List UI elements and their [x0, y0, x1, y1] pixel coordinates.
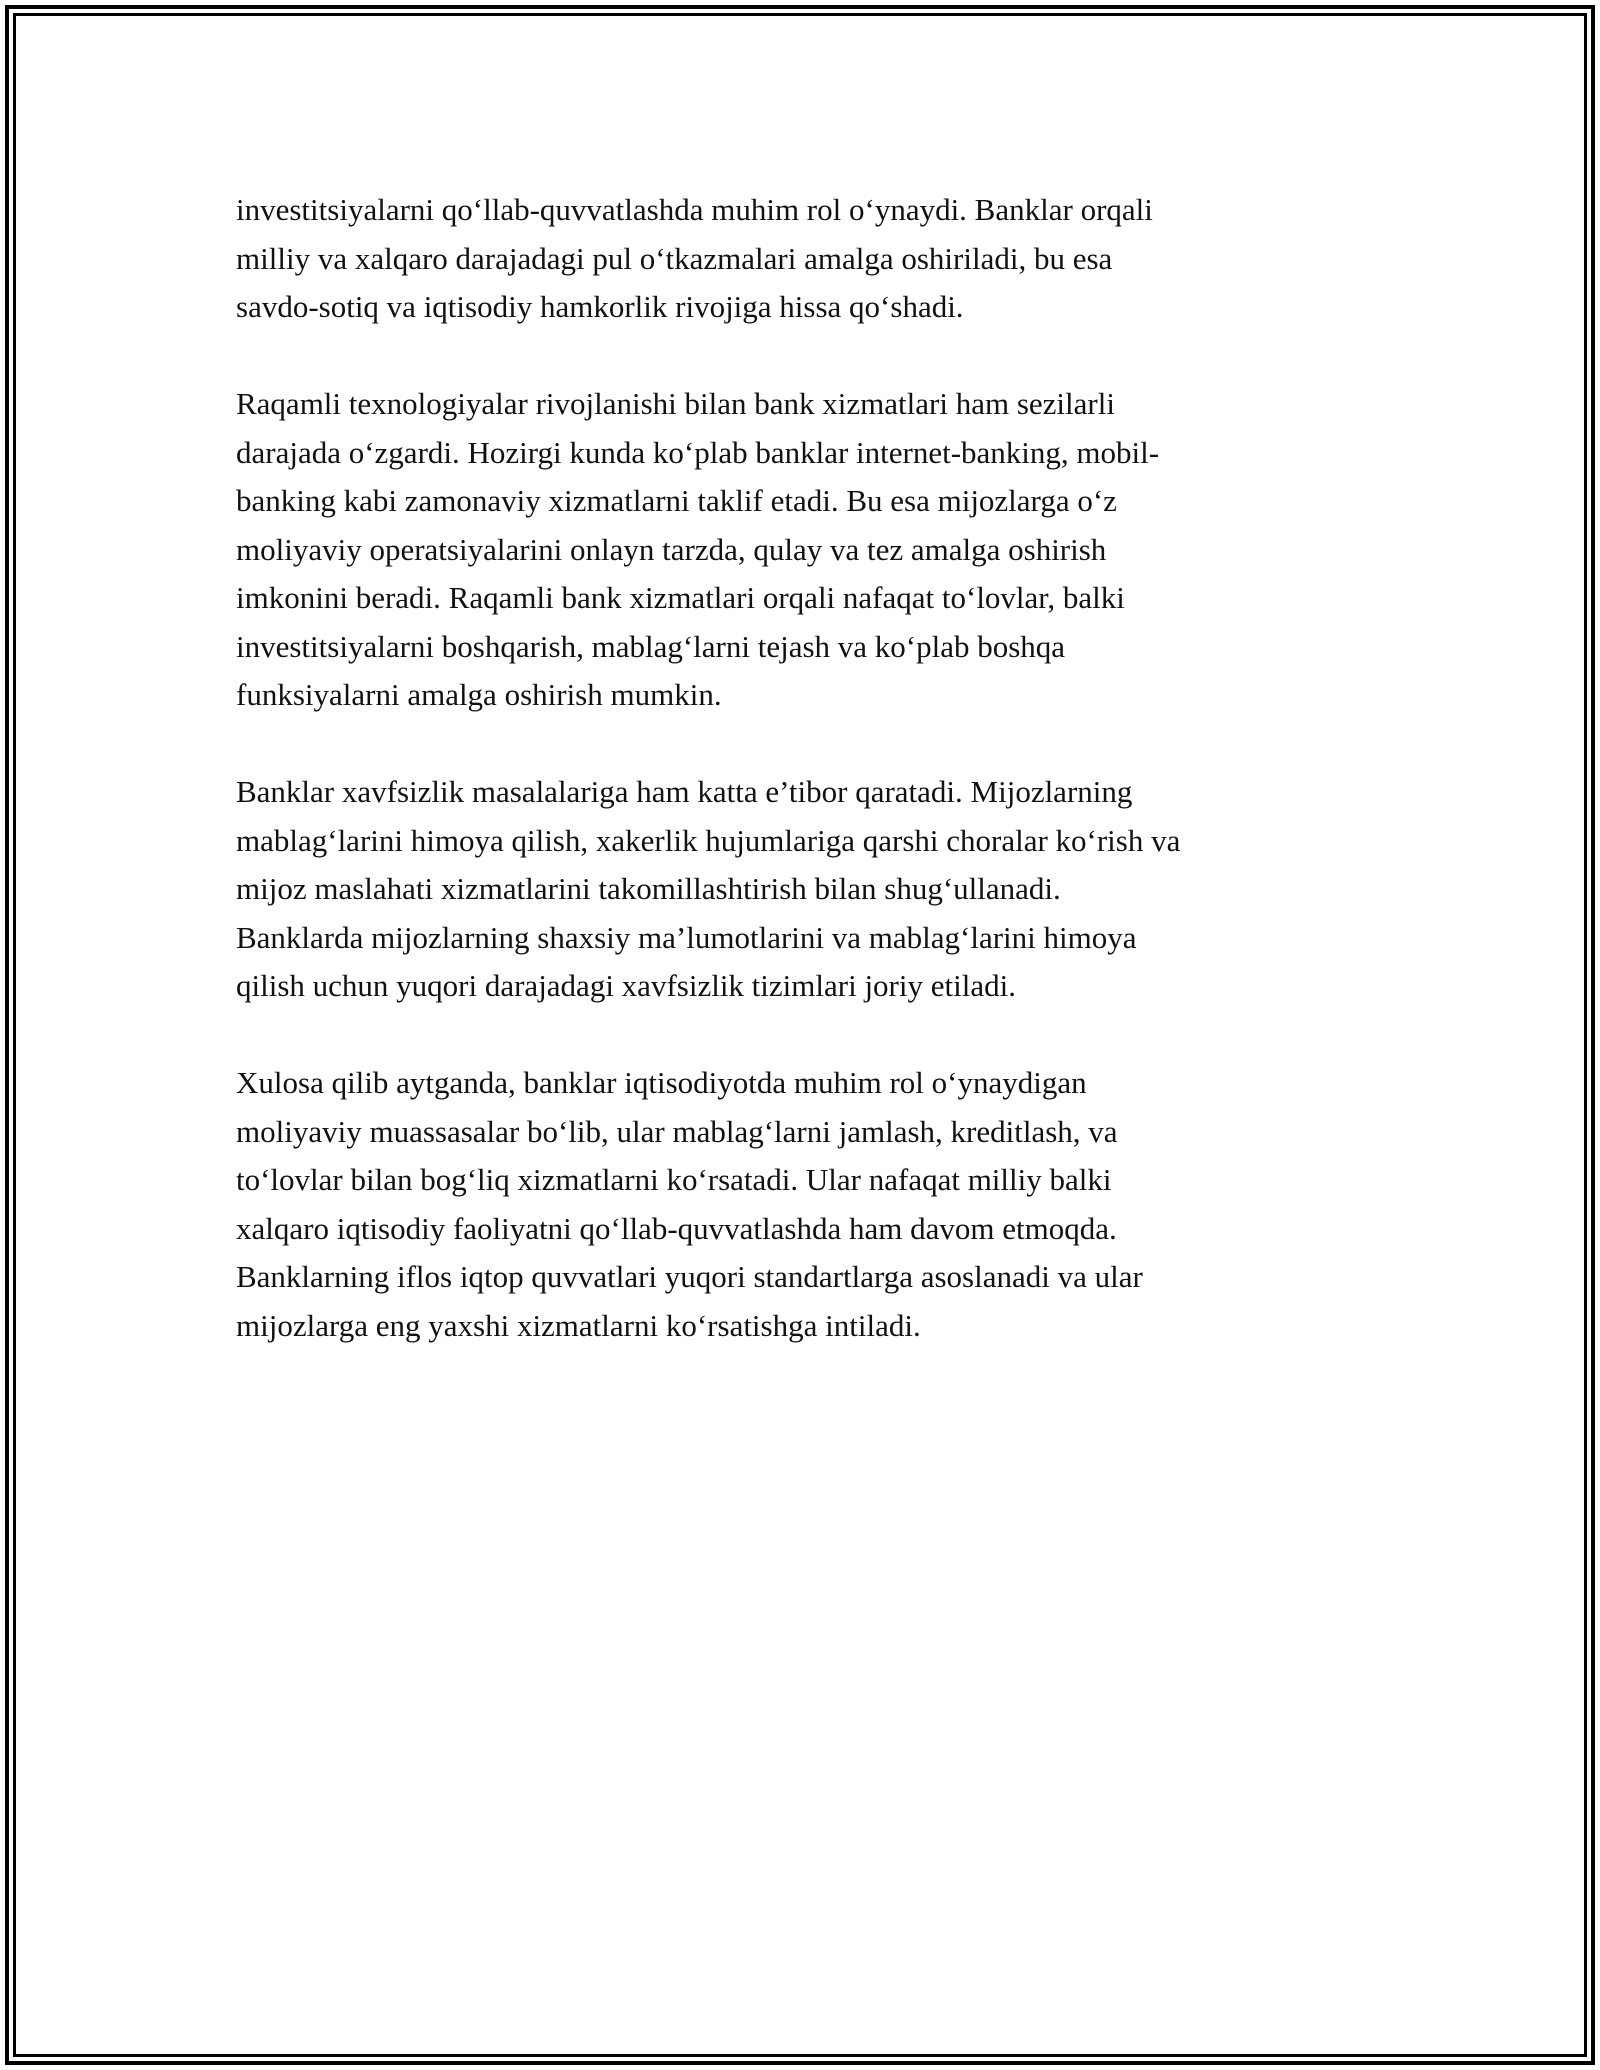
paragraph-4 [236, 1059, 1366, 1350]
text-line: Banklarning iflos iqtop quvvatlari yuqori standartlarga asoslanadi va ular [236, 1259, 1143, 1294]
text-line: mablag‘larini himoya qilish, xakerlik hujumlariga qarshi choralar ko‘rish va [236, 822, 1181, 858]
text-line: xalqaro iqtisodiy faoliyatni qo‘llab-quvvatlashda ham davom etmoqda. [236, 1210, 1117, 1246]
text-line: imkonini beradi. Raqamli bank xizmatlari orqali nafaqat to‘lovlar, balki [236, 580, 1125, 615]
text-line: investitsiyalarni boshqarish, mablag‘larni tejash va ko‘plab boshqa [236, 628, 1066, 664]
text-line: Xulosa qilib aytganda, banklar iqtisodiyotda muhim rol o‘ynaydigan [236, 1065, 1087, 1100]
text-line: banking kabi zamonaviy xizmatlarni taklif etadi. Bu esa mijozlarga o‘z [236, 483, 1117, 518]
text-line: investitsiyalarni qo‘llab-quvvatlashda muhim rol o‘ynaydi. Banklar orqali [236, 192, 1153, 227]
document-body [236, 186, 1366, 1399]
paragraph-2 [236, 380, 1366, 720]
paragraph-3 [236, 768, 1366, 1011]
text-line: moliyaviy operatsiyalarini onlayn tarzda, qulay va tez amalga oshirish [236, 531, 1107, 567]
text-line: qilish uchun yuqori darajadagi xavfsizlik tizimlari joriy etiladi. [236, 968, 1016, 1003]
text-line: Banklar xavfsizlik masalalariga ham katta e’tibor qaratadi. Mijozlarning [236, 774, 1133, 809]
text-line: darajada o‘zgardi. Hozirgi kunda ko‘plab banklar internet-banking, mobil- [236, 434, 1160, 470]
text-line: moliyaviy muassasalar bo‘lib, ular mablag‘larni jamlash, kreditlash, va [236, 1113, 1118, 1149]
text-line: Raqamli texnologiyalar rivojlanishi bilan bank xizmatlari ham sezilarli [236, 386, 1115, 421]
text-line: funksiyalarni amalga oshirish mumkin. [236, 677, 722, 712]
paragraph-1 [236, 186, 1366, 332]
text-line: mijoz maslahati xizmatlarini takomillashtirish bilan shug‘ullanadi. [236, 871, 1061, 906]
text-line: Banklarda mijozlarning shaxsiy ma’lumotlarini va mablag‘larini himoya [236, 919, 1137, 955]
text-line: savdo-sotiq va iqtisodiy hamkorlik rivojiga hissa qo‘shadi. [236, 289, 964, 324]
text-line: mijozlarga eng yaxshi xizmatlarni ko‘rsatishga intiladi. [236, 1307, 921, 1343]
text-line: milliy va xalqaro darajadagi pul o‘tkazmalari amalga oshiriladi, bu esa [236, 240, 1113, 276]
text-line: to‘lovlar bilan bog‘liq xizmatlarni ko‘rsatadi. Ular nafaqat milliy balki [236, 1162, 1112, 1197]
